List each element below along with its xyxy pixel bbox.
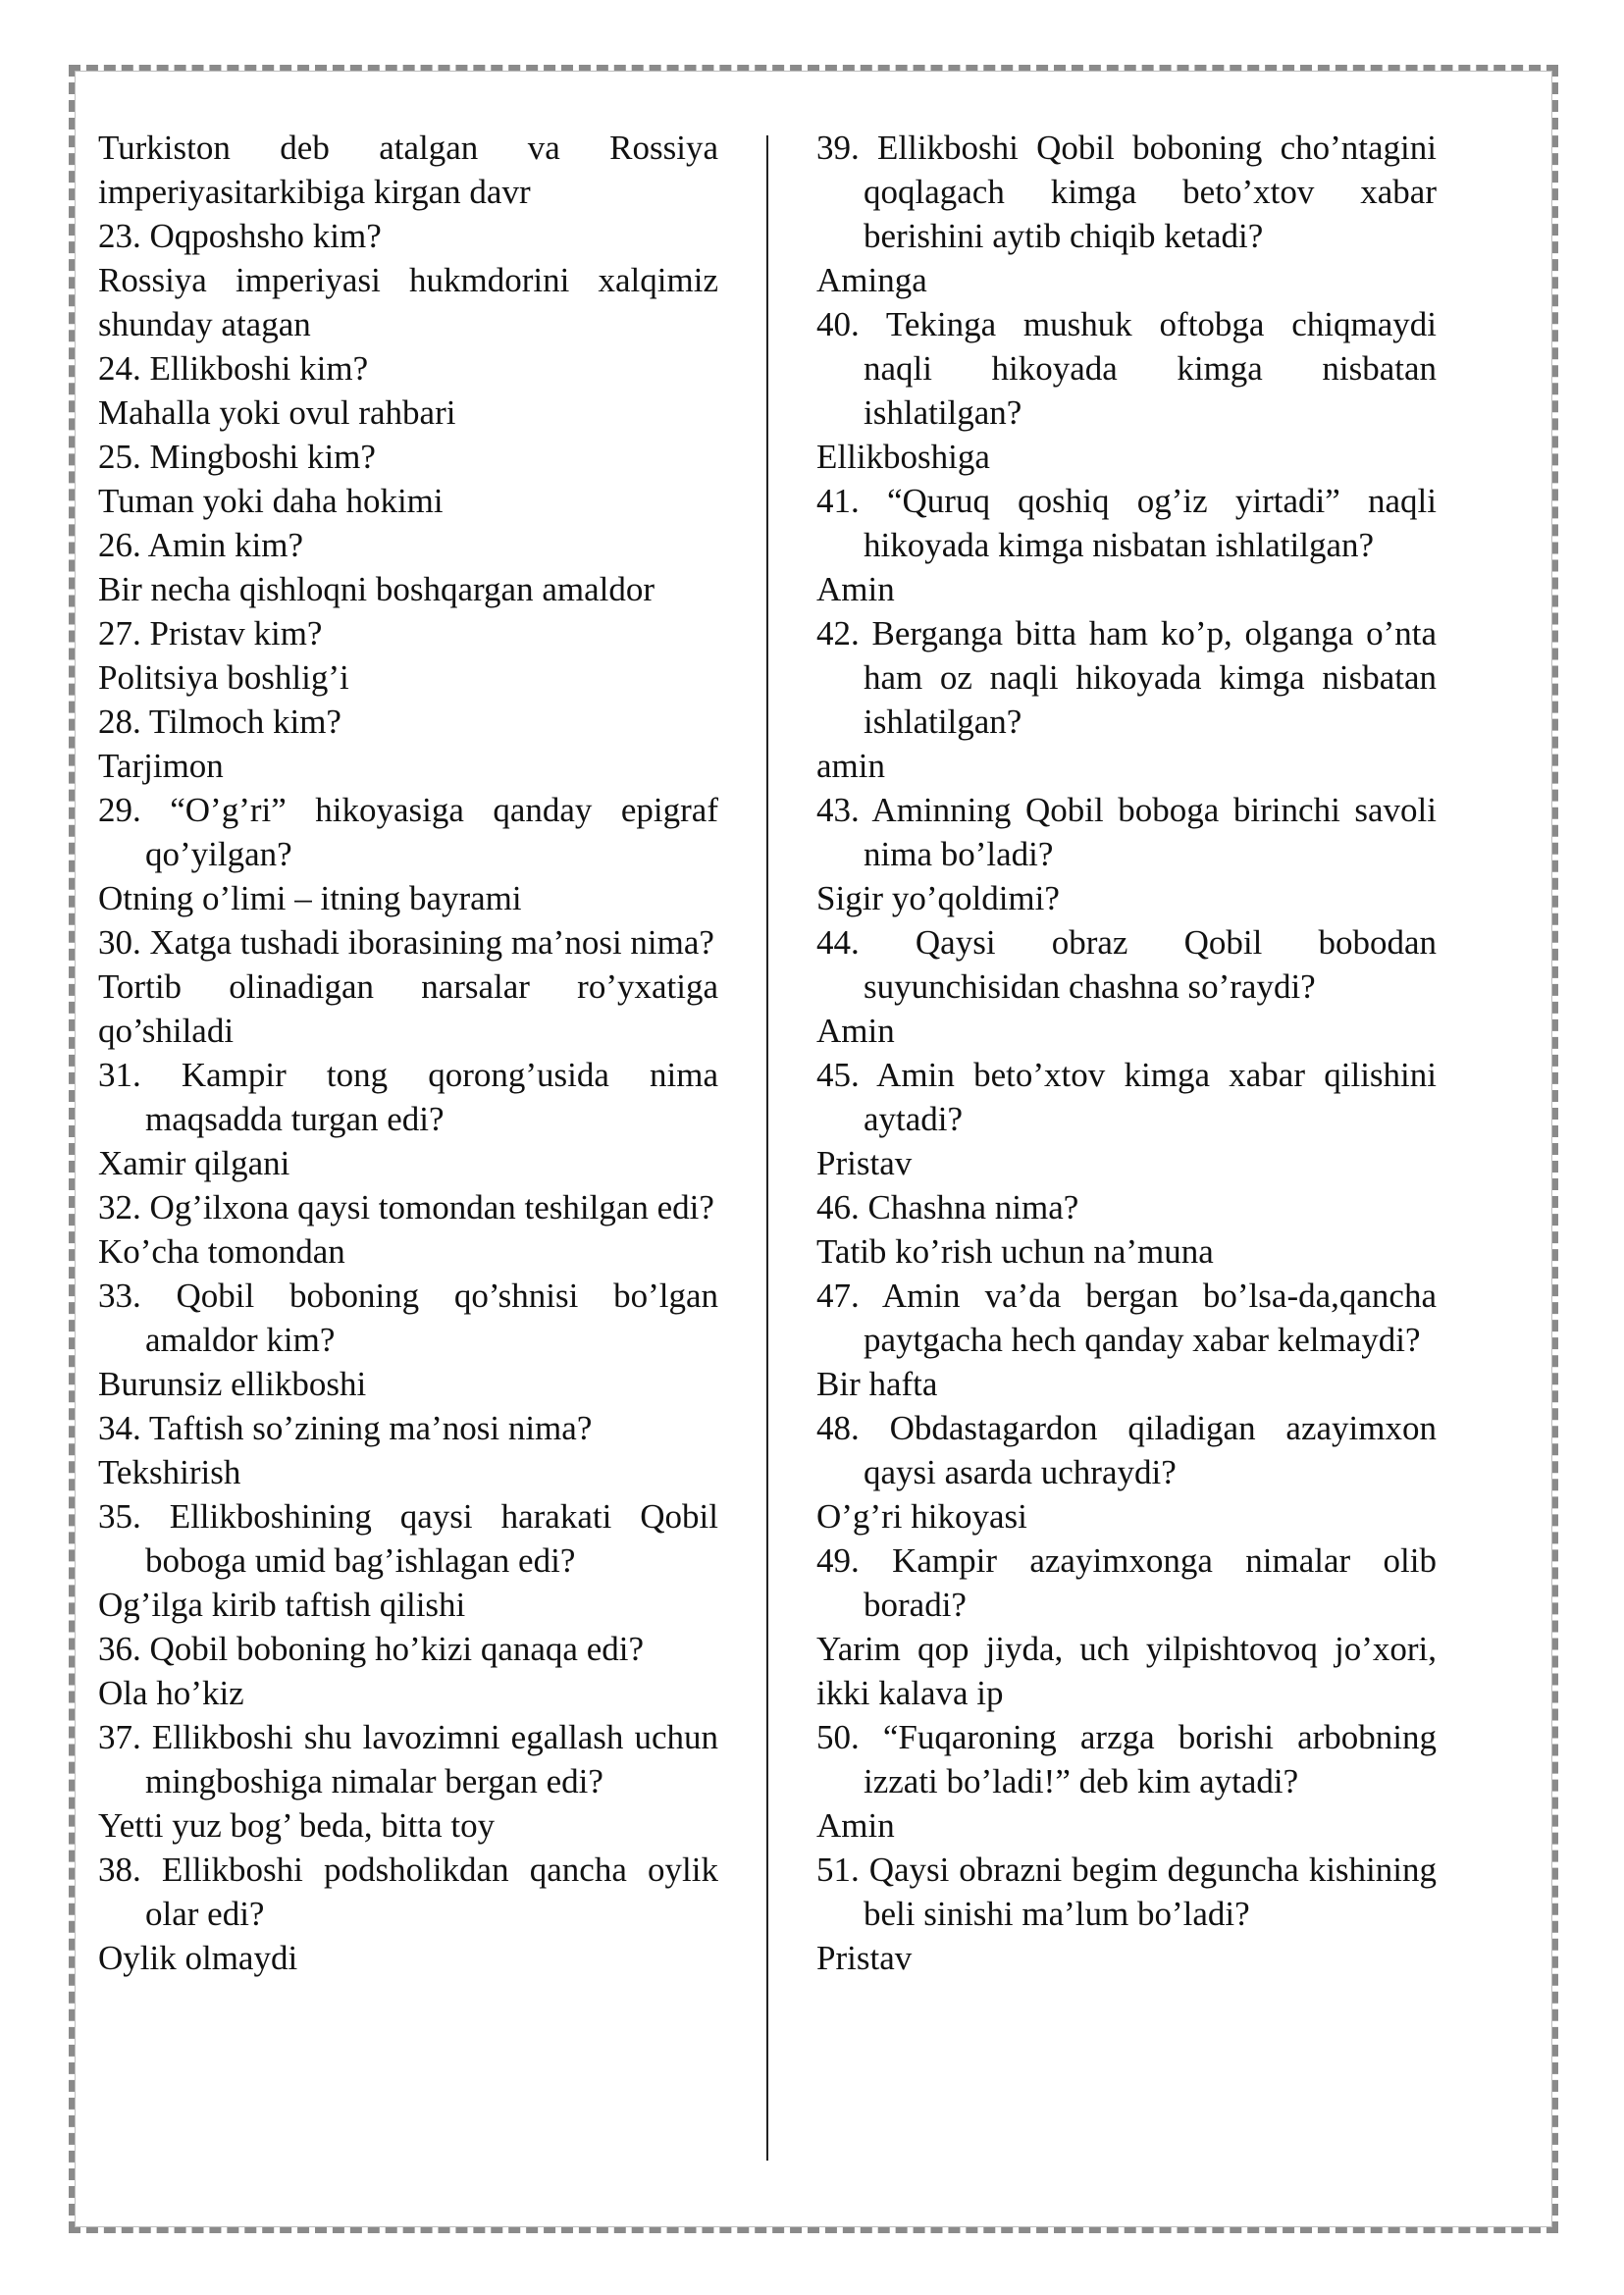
answer: Bir hafta [816, 1365, 938, 1403]
question: 41. “Quruq qoshiq og’iz yirtadi” naqli hikoyada kimga nisbatan ishlatilgan? [816, 482, 1437, 564]
question: 25. Mingboshi kim? [98, 438, 376, 476]
answer: Aminga [816, 261, 927, 299]
question: 39. Ellikboshi Qobil boboning cho’ntagini qoqlagach kimga beto’xtov xabar berishini aytib chiqib ketadi? [816, 129, 1437, 255]
question: 24. Ellikboshi kim? [98, 349, 369, 388]
question: 37. Ellikboshi shu lavozimni egallash uchun mingboshiga nimalar bergan edi? [98, 1718, 718, 1800]
question: 35. Ellikboshining qaysi harakati Qobil boboga umid bag’ishlagan edi? [98, 1497, 718, 1580]
question: 38. Ellikboshi podsholikdan qancha oylik olar edi? [98, 1851, 718, 1933]
question: 44. Qaysi obraz Qobil bobodan suyunchisidan chashna so’raydi? [816, 923, 1437, 1006]
answer: Burunsiz ellikboshi [98, 1365, 367, 1403]
question: 31. Kampir tong qorong’usida nima maqsadda turgan edi? [98, 1056, 718, 1138]
question: 49. Kampir azayimxonga nimalar olib boradi? [816, 1541, 1437, 1624]
answer: Og’ilga kirib taftish qilishi [98, 1586, 466, 1624]
question: 47. Amin va’da bergan bo’lsa-da,qancha paytgacha hech qanday xabar kelmaydi? [816, 1277, 1437, 1359]
question: 23. Oqposhsho kim? [98, 217, 382, 255]
answer: Bir necha qishloqni boshqargan amaldor [98, 570, 655, 608]
question: 42. Berganga bitta ham ko’p, olganga o’nta ham oz naqli hikoyada kimga nisbatan ishlatilgan? [816, 614, 1437, 741]
answer: Tuman yoki daha hokimi [98, 482, 444, 520]
answer: Amin [816, 1012, 895, 1050]
right-column [816, 126, 1437, 1980]
answer: Tatib ko’rish uchun na’muna [816, 1232, 1214, 1271]
answer: Sigir yo’qoldimi? [816, 879, 1060, 917]
question: 26. Amin kim? [98, 526, 304, 564]
question: 40. Tekinga mushuk oftobga chiqmaydi naqli hikoyada kimga nisbatan ishlatilgan? [816, 305, 1437, 432]
question: 51. Qaysi obrazni begim deguncha kishining beli sinishi ma’lum bo’ladi? [816, 1851, 1437, 1933]
answer: Ola ho’kiz [98, 1674, 244, 1712]
answer: Amin [816, 1806, 895, 1845]
answer: Pristav [816, 1939, 913, 1977]
question: 30. Xatga tushadi iborasining ma’nosi nima? [98, 923, 714, 962]
question: 32. Og’ilxona qaysi tomondan teshilgan edi? [98, 1188, 714, 1226]
question: 43. Aminning Qobil boboga birinchi savoli nima bo’ladi? [816, 791, 1437, 873]
answer: Tarjimon [98, 747, 224, 785]
answer: Amin [816, 570, 895, 608]
answer: Ellikboshiga [816, 438, 990, 476]
question: 46. Chashna nima? [816, 1188, 1079, 1226]
answer: Tekshirish [98, 1453, 241, 1491]
question: 50. “Fuqaroning arzga borishi arbobning izzati bo’ladi!” deb kim aytadi? [816, 1718, 1437, 1800]
question: 33. Qobil boboning qo’shnisi bo’lgan amaldor kim? [98, 1277, 718, 1359]
answer: Tortib olinadigan narsalar ro’yxatiga qo’shiladi [98, 967, 718, 1050]
answer: amin [816, 747, 885, 785]
answer: Rossiya imperiyasi hukmdorini xalqimiz shunday atagan [98, 261, 718, 343]
answer: Otning o’limi – itning bayrami [98, 879, 522, 917]
column-divider [766, 135, 768, 2161]
question: 45. Amin beto’xtov kimga xabar qilishini aytadi? [816, 1056, 1437, 1138]
answer: Mahalla yoki ovul rahbari [98, 393, 456, 432]
question: 48. Obdastagardon qiladigan azayimxon qaysi asarda uchraydi? [816, 1409, 1437, 1491]
left-column [98, 126, 718, 1980]
answer: O’g’ri hikoyasi [816, 1497, 1027, 1536]
answer: Ko’cha tomondan [98, 1232, 345, 1271]
question: 36. Qobil boboning ho’kizi qanaqa edi? [98, 1630, 644, 1668]
answer: Yarim qop jiyda, uch yilpishtovoq jo’xori, ikki kalava ip [816, 1630, 1437, 1712]
question: 28. Tilmoch kim? [98, 703, 341, 741]
answer: Turkiston deb atalgan va Rossiya imperiyasitarkibiga kirgan davr [98, 129, 718, 211]
answer: Yetti yuz bog’ beda, bitta toy [98, 1806, 496, 1845]
answer: Pristav [816, 1144, 913, 1182]
question: 29. “O’g’ri” hikoyasiga qanday epigraf qo’yilgan? [98, 791, 718, 873]
question: 34. Taftish so’zining ma’nosi nima? [98, 1409, 593, 1447]
answer: Oylik olmaydi [98, 1939, 298, 1977]
answer: Xamir qilgani [98, 1144, 290, 1182]
question: 27. Pristav kim? [98, 614, 323, 652]
answer: Politsiya boshlig’i [98, 658, 349, 697]
